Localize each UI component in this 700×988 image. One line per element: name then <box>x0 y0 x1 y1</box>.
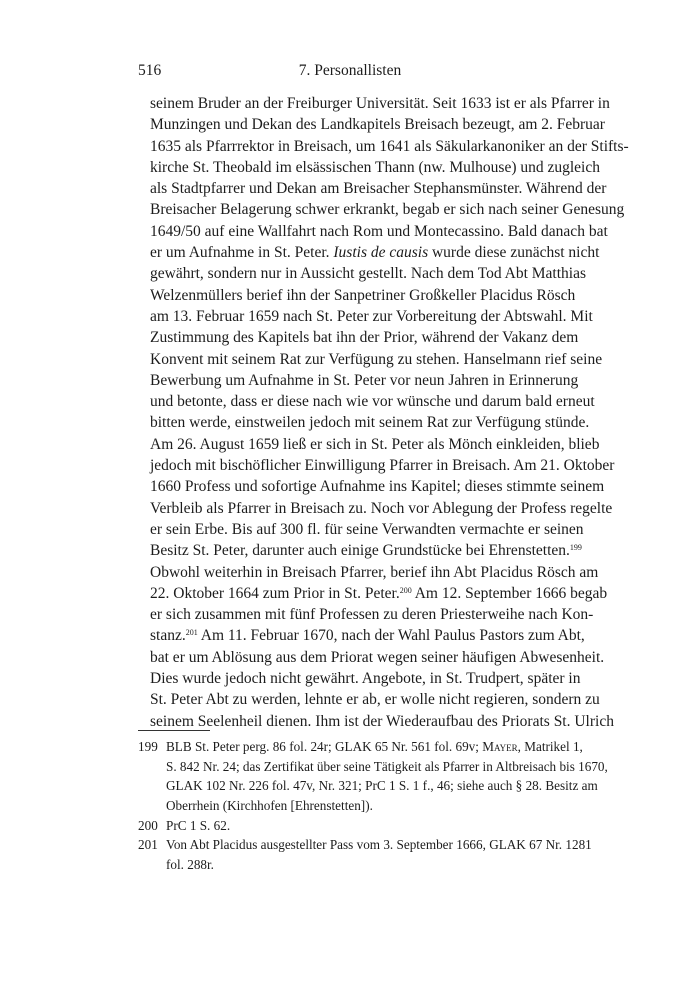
footnotes <box>138 737 608 875</box>
text-line: gewährt, sondern nur in Aussicht gestellt. Nach dem Tod Abt Matthias <box>150 265 587 283</box>
text-line: Welzenmüllers berief ihn der Sanpetriner Großkeller Placidus Rösch <box>150 286 576 304</box>
text-line: Verbleib als Pfarrer in Breisach zu. Noch vor Ablegung der Profess regelte <box>150 499 613 517</box>
text-line: Bewerbung um Aufnahme in St. Peter vor neun Jahren in Erinnerung <box>150 371 579 389</box>
page-number: 516 <box>138 62 162 79</box>
text-line: bat er um Ablösung aus dem Priorat wegen seiner häufigen Abwesenheit. <box>150 648 605 666</box>
text-line: und betonte, dass er diese nach wie vor wünsche und darum bald erneut <box>150 393 595 411</box>
text-line: jedoch mit bischöflicher Einwilligung Pfarrer in Breisach. Am 21. Oktober <box>150 457 615 475</box>
footnote-line: GLAK 102 Nr. 226 fol. 47v, Nr. 321; PrC 1 S. 1 f., 46; siehe auch § 28. Besitz am <box>166 778 598 794</box>
text-line: seinem Seelenheil dienen. Ihm ist der Wiederaufbau des Priorats St. Ulrich <box>150 712 614 730</box>
footnote-ref[interactable]: 199 <box>569 543 582 553</box>
footnote <box>138 816 562 836</box>
author-name: Mayer <box>482 739 518 754</box>
footnote-separator <box>138 730 210 731</box>
text-line: Dies wurde jedoch nicht gewährt. Angebote, in St. Trudpert, später in <box>150 670 581 688</box>
text-line: Obwohl weiterhin in Breisach Pfarrer, berief ihn Abt Placidus Rösch am <box>150 563 599 581</box>
footnote-line: fol. 288r. <box>166 857 214 873</box>
text-line: er um Aufnahme in St. Peter. Iustis de causis wurde diese zunächst nicht <box>150 244 600 262</box>
text-line: er sich zusammen mit fünf Professen zu deren Priesterweihe nach Kon- <box>150 606 594 624</box>
body-text <box>150 93 629 732</box>
footnote <box>138 737 608 816</box>
text-line: stanz.$^{201}$ Am 11. Februar 1670, nach der Wahl Paulus Pastors zum Abt, <box>150 627 585 645</box>
latin-phrase: Iustis de causis <box>333 244 429 262</box>
text-line: Konvent mit seinem Rat zur Verfügung zu stehen. Hanselmann rief seine <box>150 350 603 368</box>
text-line: seinem Bruder an der Freiburger Universität. Seit 1633 ist er als Pfarrer in <box>150 95 610 112</box>
footnote-number: 201 <box>138 837 158 853</box>
text-line: am 13. Februar 1659 nach St. Peter zur Vorbereitung der Abtswahl. Mit <box>150 307 593 325</box>
text-line: 22. Oktober 1664 zum Prior in St. Peter.$^{200}$ Am 12. September 1666 begab <box>150 584 608 602</box>
text-line: Zustimmung des Kapitels bat ihn der Prior, während der Vakanz dem <box>150 329 579 347</box>
text-line: kirche St. Theobald im elsässischen Thann (nw. Mulhouse) und zugleich <box>150 158 600 176</box>
footnote-ref[interactable]: 201 <box>185 628 198 638</box>
text-line: St. Peter Abt zu werden, lehnte er ab, er wolle nicht regieren, sondern zu <box>150 691 600 709</box>
text-line: bitten werde, einstweilen jedoch mit seinem Rat zur Verfügung stünde. <box>150 414 590 432</box>
footnote-line: PrC 1 S. 62. <box>166 817 231 833</box>
running-title: 7. Personallisten <box>298 62 402 79</box>
footnote-ref[interactable]: 200 <box>399 585 412 595</box>
text-line: als Stadtpfarrer und Dekan am Breisacher Stephansmünster. Während der <box>150 180 607 198</box>
text-line: Besitz St. Peter, darunter auch einige Grundstücke bei Ehrenstetten.$^{199}$ <box>150 542 582 560</box>
footnote-number: 200 <box>138 817 158 833</box>
text-line: er sein Erbe. Bis auf 300 fl. für seine Verwandten vermachte er seinen <box>150 520 584 538</box>
text-line: 1635 als Pfarrrektor in Breisach, um 1641 als Säkularkanoniker an der Stifts- <box>150 137 629 155</box>
footnote-line: BLB St. Peter perg. 86 fol. 24r; GLAK 65 Nr. 561 fol. 69v; Mayer, Matrikel 1, <box>166 739 583 754</box>
text-line: Breisacher Belagerung schwer erkrankt, begab er sich nach seiner Genesung <box>150 201 625 219</box>
footnote-line: S. 842 Nr. 24; das Zertifikat über seine Tätigkeit als Pfarrer in Altbreisach bis 1670, <box>166 758 608 774</box>
footnote <box>138 835 592 874</box>
page-header <box>138 62 562 82</box>
footnote-line: Oberrhein (Kirchhofen [Ehrenstetten]). <box>166 798 373 814</box>
text-line: 1649/50 auf eine Wallfahrt nach Rom und Montecassino. Bald danach bat <box>150 222 608 240</box>
footnote-line: Von Abt Placidus ausgestellter Pass vom 3. September 1666, GLAK 67 Nr. 1281 <box>166 837 592 853</box>
footnote-number: 199 <box>138 739 158 754</box>
text-line: Am 26. August 1659 ließ er sich in St. Peter als Mönch einkleiden, blieb <box>150 435 600 453</box>
text-line: Munzingen und Dekan des Landkapitels Breisach bezeugt, am 2. Februar <box>150 116 605 134</box>
text-line: 1660 Profess und sofortige Aufnahme ins Kapitel; dieses stimmte seinem <box>150 478 605 496</box>
